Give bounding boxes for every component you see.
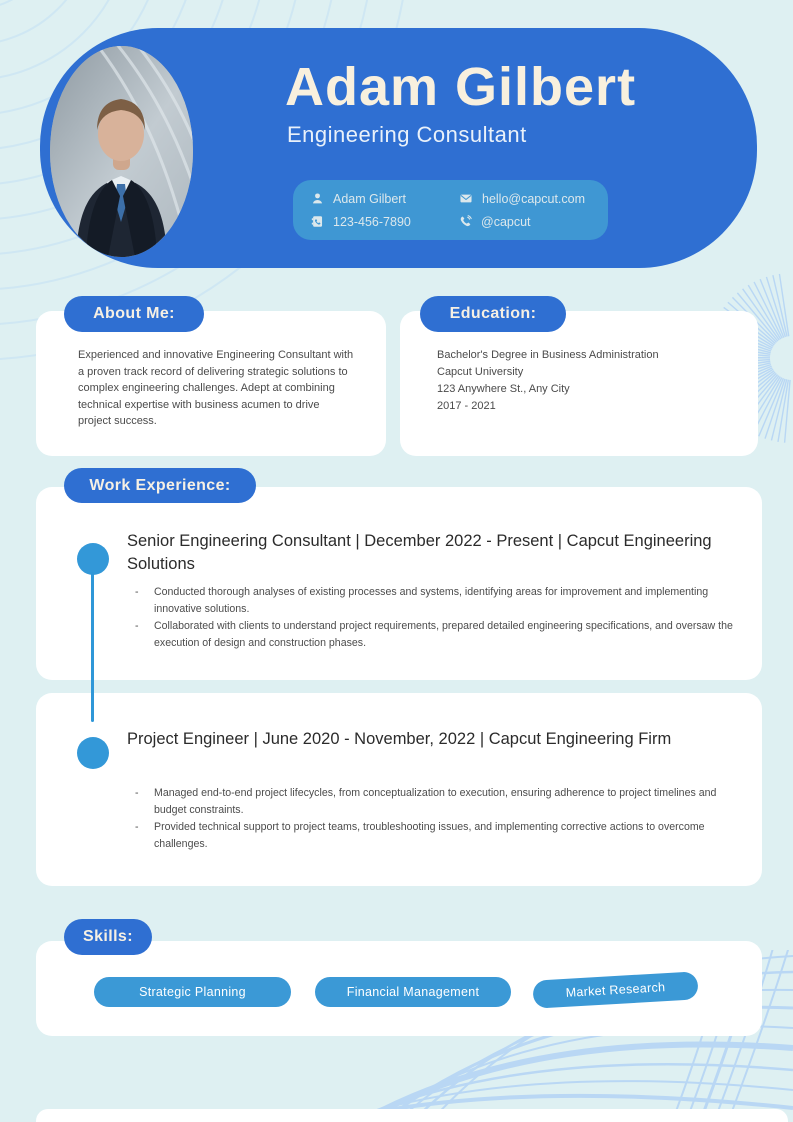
mail-icon [459, 192, 473, 205]
about-heading-label: About Me: [93, 305, 175, 322]
job-card-1 [36, 487, 762, 680]
contact-handle-label: @capcut [481, 214, 531, 229]
job-card-2 [36, 693, 762, 886]
job2-bullet-1: - Managed end-to-end project lifecycles, from conceptualization to execution, ensuring adherence to project timelines and budget constraints. [135, 785, 735, 819]
about-text: Experienced and innovative Engineering Consultant with a proven track record of delivering strategic solutions to complex engineering challenges. Adept at combining technical expertise with business acumen to drive project success. [78, 349, 354, 427]
skill-label: Market Research [565, 980, 666, 1000]
job-bullets-2 [135, 785, 735, 853]
skill-pill-financial-management [315, 977, 511, 1007]
education-heading-label: Education: [449, 305, 537, 322]
phone-call-icon [459, 215, 472, 228]
next-page-edge [36, 1109, 788, 1122]
job-title-1: Senior Engineering Consultant | December 2022 - Present | Capcut Engineering Solutions [127, 532, 712, 573]
contact-handle [459, 213, 590, 231]
skills-heading-pill [64, 919, 152, 955]
contact-phone-label: 123-456-7890 [333, 214, 411, 229]
job2-bullet-2: - Provided technical support to project teams, troubleshooting issues, and implementing corrective actions to overcome challenges. [135, 819, 735, 853]
skill-label: Strategic Planning [139, 985, 246, 999]
skill-label: Financial Management [346, 985, 480, 999]
job1-bullet-1: - Conducted thorough analyses of existing processes and systems, identifying areas for improvement and implementing innovative solutions. [135, 584, 735, 618]
phone-book-icon [311, 215, 324, 228]
job-title-2: Project Engineer | June 2020 - November, 2022 | Capcut Engineering Firm [127, 730, 672, 748]
user-icon [311, 192, 324, 205]
job-bullets-1 [135, 584, 735, 652]
education-years: 2017 - 2021 [437, 400, 496, 412]
header-banner [40, 28, 757, 268]
timeline-line [91, 572, 94, 722]
work-heading-pill [64, 468, 256, 503]
timeline-dot-2 [77, 737, 109, 769]
profile-photo [50, 46, 193, 257]
about-card [36, 311, 386, 456]
person-role: Engineering Consultant [287, 122, 527, 147]
contact-card [293, 180, 608, 240]
work-heading-label: Work Experience: [89, 476, 231, 494]
contact-name-label: Adam Gilbert [333, 191, 406, 206]
job1-bullet-2: - Collaborated with clients to understand project requirements, prepared detailed engineering specifications, and oversaw the execution of design and construction phases. [135, 618, 735, 652]
skills-heading-label: Skills: [83, 928, 133, 945]
contact-email-label: hello@capcut.com [482, 191, 586, 206]
timeline-dot-1 [77, 543, 109, 575]
education-heading-pill [420, 296, 566, 332]
contact-name [311, 190, 459, 208]
education-degree: Bachelor's Degree in Business Administration [437, 349, 659, 361]
education-address: 123 Anywhere St., Any City [437, 383, 570, 395]
contact-phone [311, 213, 459, 231]
about-heading-pill [64, 296, 204, 332]
education-school: Capcut University [437, 366, 524, 378]
person-name: Adam Gilbert [285, 57, 637, 117]
education-card [400, 311, 758, 456]
contact-email [459, 190, 590, 208]
skill-pill-strategic-planning [94, 977, 291, 1007]
